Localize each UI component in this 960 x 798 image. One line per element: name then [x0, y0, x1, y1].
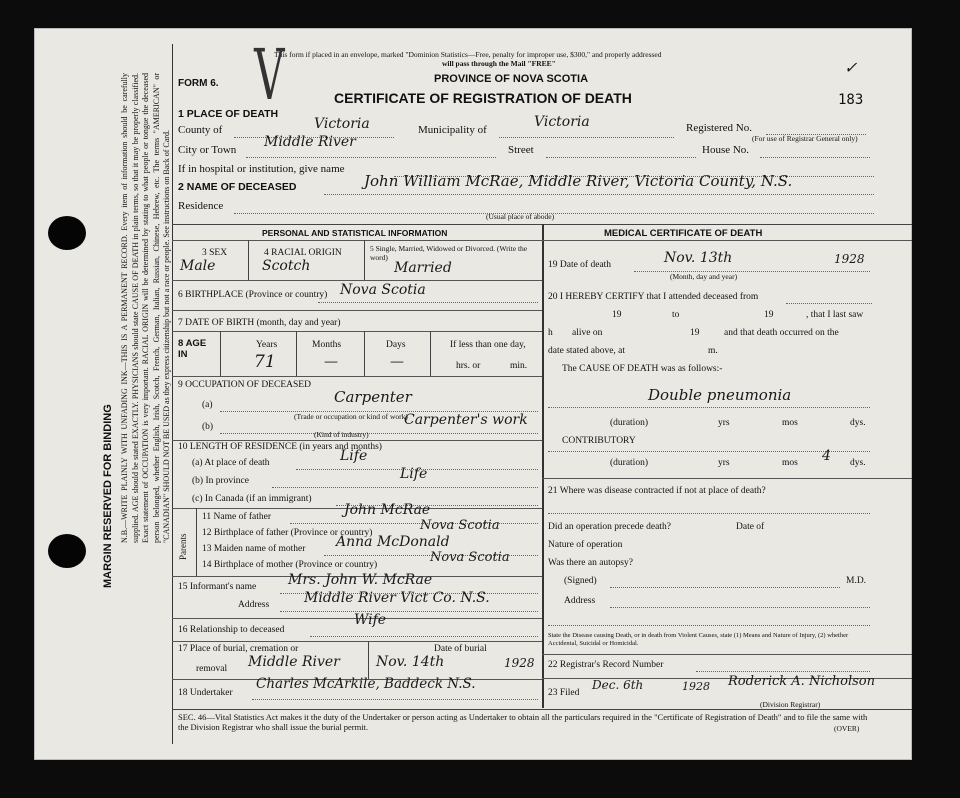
contrib-duration-label: (duration) [610, 458, 648, 468]
mother-birthplace-value: Nova Scotia [430, 550, 510, 565]
certify-19-a: 19 [612, 310, 622, 320]
institution-label: If in hospital or institution, give name [178, 163, 345, 175]
less-than-day-label: If less than one day, [450, 340, 526, 350]
registrar-note: (Division Registrar) [760, 700, 821, 709]
registered-note: (For use of Registrar General only) [752, 134, 858, 143]
registrar-signature: Roderick A. Nicholson [728, 674, 875, 689]
cause-dys-label: dys. [850, 418, 866, 428]
burial-date-value: Nov. 14th [376, 654, 445, 670]
informant-address-value: Middle River Vict Co. N.S. [304, 590, 490, 606]
cause-note: State the Disease causing Death, or in death from Violent Causes, state (1) Means and Nature of Injury, (2) whether Accidental, Suicidal or Homicidal. [548, 632, 849, 647]
municipality-value: Victoria [534, 114, 590, 130]
cause-duration-label: (duration) [610, 418, 648, 428]
occ-b-note: (Kind of industry) [314, 430, 369, 439]
pen-stroke-v: V [254, 34, 285, 116]
contrib-mos-label: mos [782, 458, 798, 468]
informant-address-label: Address [238, 600, 270, 610]
contrib-mos-value: 4 [822, 448, 831, 464]
contrib-dys-label: dys. [850, 458, 866, 468]
province-heading: PROVINCE OF NOVA SCOTIA [434, 73, 589, 85]
res-c-label: (c) In Canada (if an immigrant) [192, 494, 312, 504]
min-label: min. [510, 361, 528, 371]
filed-label: 23 Filed [548, 688, 580, 698]
occ-a-label: (a) [202, 400, 213, 410]
occ-b-label: (b) [202, 422, 214, 432]
medical-heading: MEDICAL CERTIFICATE OF DEATH [604, 228, 763, 239]
months-label: Months [312, 340, 342, 350]
mother-label: 13 Maiden name of mother [202, 544, 306, 554]
envelope-notice-free: will pass through the Mail "FREE" [442, 59, 556, 68]
residence-label: Residence [178, 200, 224, 212]
binding-margin-label: MARGIN RESERVED FOR BINDING [102, 404, 114, 588]
burial-label: 17 Place of burial, cremation or [178, 644, 299, 654]
informant-label: 15 Informant's name [178, 582, 257, 592]
days-label: Days [386, 340, 406, 350]
cause-yrs-label: yrs [718, 418, 730, 428]
res-a-value: Life [340, 448, 368, 464]
certificate-number: 183 [838, 92, 864, 108]
contributory-label: CONTRIBUTORY [562, 436, 636, 446]
father-birthplace-label: 12 Birthplace of father (Province or country) [202, 528, 373, 538]
cause-value: Double pneumonia [648, 386, 792, 404]
binding-hole-top [48, 216, 86, 250]
father-birthplace-value: Nova Scotia [420, 518, 500, 533]
sex-value: Male [180, 258, 216, 274]
res-a-label: (a) At place of death [192, 458, 270, 468]
certify-h: h [548, 328, 553, 338]
age-label: 8 AGE IN [178, 338, 207, 360]
operation-date-label: Date of [736, 522, 765, 532]
months-value: — [324, 354, 338, 370]
signed-label: (Signed) [564, 576, 597, 586]
certify-last-saw: , that I last saw [806, 310, 864, 320]
deceased-name-label: 2 NAME OF DECEASED [178, 181, 297, 193]
margin-instructions: N.B.—WRITE PLAINLY WITH UNFADING INK—THIS IS A PERMANENT RECORD. Every item of information should be carefully supplied. AGE should be stated EXACTLY. PHYSICIANS should state CAUSE OF DEATH in plain terms, so that it may be properly classified. Exact statement of OCCUPATION is very important. RACIAL ORIGIN will be determined by stating to what people or tongue the deceased person belonged, whether English, Irish, Scotch, French, German, Italian, Russian, Chinese, Hebrew, etc. The terms "AMERICAN" or "CANADIAN" SHOULD NOT BE USED as they express citizenship but not a race or people. See instructions on Back of Card. [120, 73, 171, 543]
doctor-address-label: Address [564, 596, 596, 606]
dob-label: 7 DATE OF BIRTH (month, day and year) [178, 318, 341, 328]
death-date-note: (Month, day and year) [670, 272, 738, 281]
municipality-label: Municipality of [418, 124, 487, 136]
deceased-name-value: John William McRae, Middle River, Victoria County, N.S. [364, 172, 793, 190]
cause-mos-label: mos [782, 418, 798, 428]
certify-date-stated: date stated above, at [548, 346, 626, 356]
industry-value: Carpenter's work [404, 412, 528, 428]
racial-label: 4 RACIAL ORIGIN [264, 248, 342, 258]
envelope-notice: This form if placed in an envelope, marked "Dominion Statistics—Free, penalty for improper use, $300," and properly addressed [274, 50, 662, 59]
undertaker-value: Charles McArkile, Baddeck N.S. [256, 676, 476, 692]
relationship-value: Wife [354, 612, 387, 628]
years-value: 71 [254, 352, 276, 372]
racial-value: Scotch [262, 258, 311, 274]
father-label: 11 Name of father [202, 512, 272, 522]
house-label: House No. [702, 144, 750, 156]
hrs-label: hrs. or [456, 361, 481, 371]
mother-value: Anna McDonald [336, 534, 450, 550]
parents-label: Parents [178, 533, 188, 560]
county-label: County of [178, 124, 223, 136]
marital-value: Married [394, 260, 452, 276]
sex-label: 3 SEX [202, 248, 228, 258]
certify-to: to [672, 310, 680, 320]
binding-hole-bottom [48, 534, 86, 568]
certify-19-b: 19 [764, 310, 774, 320]
contrib-yrs-label: yrs [718, 458, 730, 468]
marital-label: 5 Single, Married, Widowed or Divorced. (Write the word) [370, 244, 528, 262]
filed-year-value: 1928 [682, 680, 710, 693]
residence-note: (Usual place of abode) [486, 212, 555, 221]
city-label: City or Town [178, 144, 237, 156]
res-b-label: (b) In province [192, 476, 249, 486]
over-label: (OVER) [834, 724, 860, 733]
residence-length-label: 10 LENGTH OF RESIDENCE (in years and months) [178, 442, 382, 452]
cause-label: The CAUSE OF DEATH was as follows:- [562, 364, 723, 374]
mother-birthplace-label: 14 Birthplace of mother (Province or country) [202, 560, 378, 570]
record-number-label: 22 Registrar's Record Number [548, 660, 664, 670]
street-label: Street [508, 144, 534, 156]
filed-date-value: Dec. 6th [592, 678, 644, 692]
burial-year-value: 1928 [504, 656, 535, 670]
contracted-label: 21 Where was disease contracted if not at place of death? [548, 486, 766, 496]
certify-alive-on: alive on [572, 328, 603, 338]
res-b-value: Life [400, 466, 428, 482]
md-label: M.D. [846, 576, 867, 586]
burial-place-value: Middle River [248, 654, 340, 670]
informant-value: Mrs. John W. McRae [288, 572, 433, 588]
city-value: Middle River [264, 134, 356, 150]
relationship-label: 16 Relationship to deceased [178, 625, 285, 635]
father-value: John McRae [344, 502, 431, 518]
occ-a-note: (Trade or occupation or kind of work) [294, 412, 408, 421]
death-date-value: Nov. 13th [664, 250, 733, 266]
registered-label: Registered No. [686, 122, 752, 134]
days-value: — [390, 354, 404, 370]
check-mark-icon: ✓ [844, 58, 858, 77]
undertaker-label: 18 Undertaker [178, 688, 233, 698]
occupation-value: Carpenter [334, 388, 412, 406]
operation-label: Did an operation precede death? [548, 522, 671, 532]
place-of-death-label: 1 PLACE OF DEATH [178, 108, 279, 120]
autopsy-label: Was there an autopsy? [548, 558, 633, 568]
certify-m: m. [708, 346, 718, 356]
burial-label-removal: removal [196, 664, 228, 674]
certify-death-occurred: and that death occurred on the [724, 328, 839, 338]
certificate-title: CERTIFICATE OF REGISTRATION OF DEATH [334, 90, 632, 106]
death-year-value: 1928 [834, 252, 865, 266]
certify-19-c: 19 [690, 328, 700, 338]
birthplace-value: Nova Scotia [340, 282, 426, 298]
personal-heading: PERSONAL AND STATISTICAL INFORMATION [262, 228, 448, 238]
years-label: Years [256, 340, 278, 350]
birthplace-label: 6 BIRTHPLACE (Province or country) [178, 290, 328, 300]
nature-label: Nature of operation [548, 540, 623, 550]
form-number: FORM 6. [178, 78, 219, 89]
certify-line-1: 20 I HEREBY CERTIFY that I attended deceased from [548, 292, 759, 302]
death-date-label: 19 Date of death [548, 260, 612, 270]
sec46-notice: SEC. 46—Vital Statistics Act makes it the duty of the Undertaker or person acting as Undertaker to obtain all the particulars required in the "Certificate of Registration of Death" and to file the same with the Division Registrar who shall issue the burial permit. [178, 712, 868, 732]
burial-date-label: Date of burial [434, 644, 487, 654]
county-value: Victoria [314, 116, 370, 132]
occupation-label: 9 OCCUPATION OF DECEASED [178, 380, 311, 390]
death-certificate [34, 28, 912, 760]
